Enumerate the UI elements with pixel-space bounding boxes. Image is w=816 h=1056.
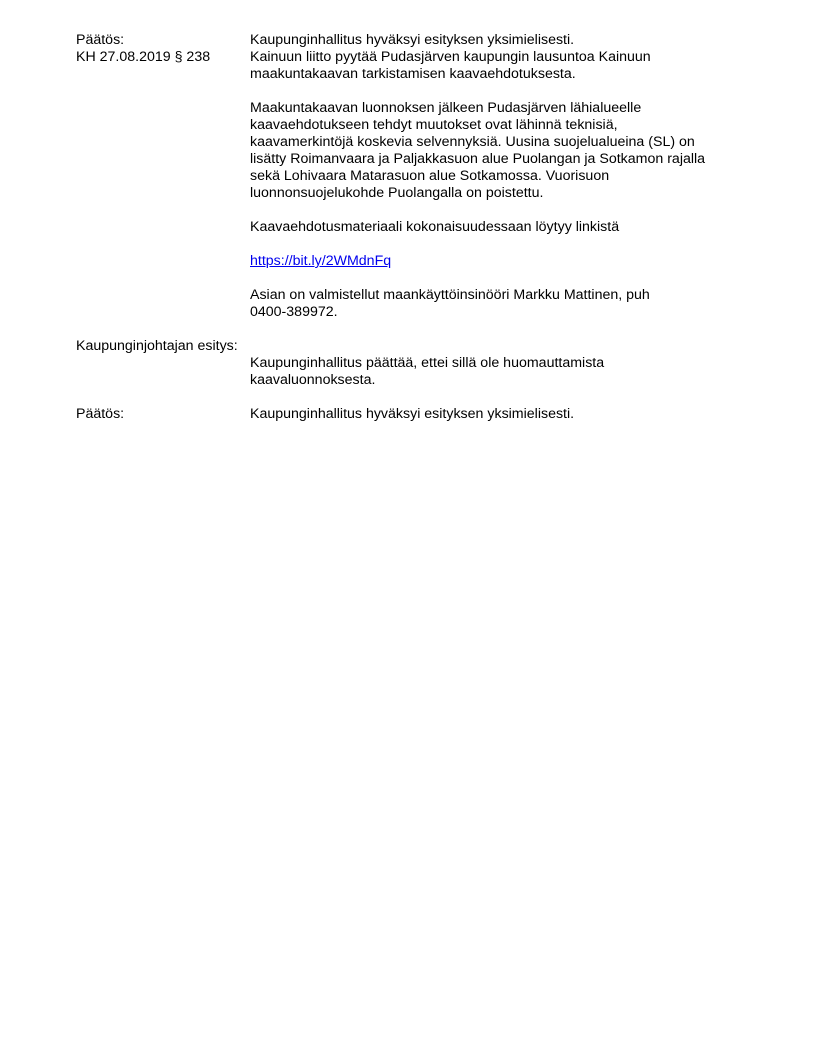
- text-line: luonnonsuojelukohde Puolangalla on poistettu.: [250, 185, 544, 201]
- text-line: kaavaluonnoksesta.: [250, 372, 376, 388]
- paragraph-request: [250, 49, 740, 83]
- paragraph-preparer: [250, 287, 740, 321]
- material-link-intro: Kaavaehdotusmateriaali kokonaisuudessaan löytyy linkistä: [250, 219, 620, 235]
- section1-content: [250, 32, 740, 321]
- text-line: kaavaehdotukseen tehdyt muutokset ovat lähinnä teknisiä,: [250, 117, 618, 133]
- text-line: 0400-389972.: [250, 304, 338, 320]
- final-decision-label: Päätös:: [76, 406, 125, 422]
- text-line: lisätty Roimanvaara ja Paljakkasuon alue Puolangan ja Sotkamon rajalla: [250, 151, 706, 167]
- text-line: Asian on valmistellut maankäyttöinsinööri Markku Mattinen, puh: [250, 287, 650, 303]
- text-line: sekä Lohivaara Matarasuon alue Sotkamossa. Vuorisuon: [250, 168, 610, 184]
- proposal-content: [250, 355, 740, 389]
- final-decision-text: Kaupunginhallitus hyväksyi esityksen yksimielisesti.: [250, 406, 575, 422]
- text-line: Kaupunginhallitus päättää, ettei sillä ole huomauttamista: [250, 355, 605, 371]
- text-line: Kainuun liitto pyytää Pudasjärven kaupungin lausuntoa Kainuun: [250, 49, 651, 65]
- paragraph-changes: [250, 100, 740, 202]
- decision-label: Päätös:: [76, 32, 125, 48]
- proposal-label: Kaupunginjohtajan esitys:: [76, 338, 238, 354]
- decision-text: Kaupunginhallitus hyväksyi esityksen yksimielisesti.: [250, 32, 575, 48]
- material-link[interactable]: https://bit.ly/2WMdnFq: [250, 253, 392, 269]
- text-line: Maakuntakaavan luonnoksen jälkeen Pudasjärven lähialueelle: [250, 100, 642, 116]
- final-decision-content: [250, 406, 740, 423]
- meeting-reference: KH 27.08.2019 § 238: [76, 49, 211, 65]
- text-line: maakuntakaavan tarkistamisen kaavaehdotuksesta.: [250, 66, 576, 82]
- text-line: kaavamerkintöjä koskevia selvennyksiä. Uusina suojelualueina (SL) on: [250, 134, 695, 150]
